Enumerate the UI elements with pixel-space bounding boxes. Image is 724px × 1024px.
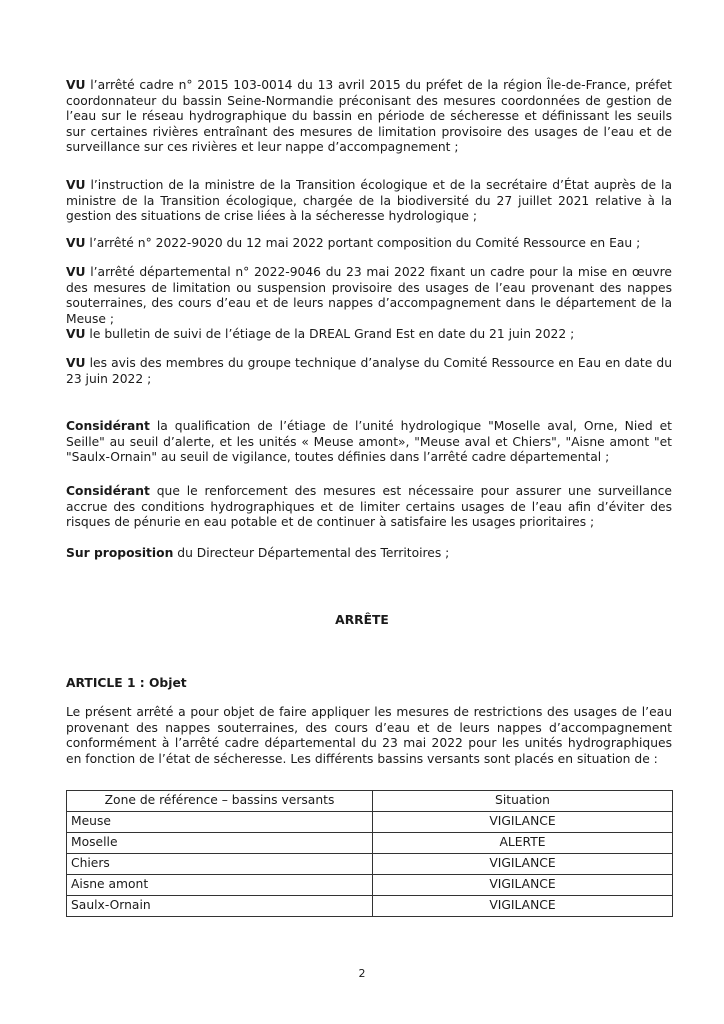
vu-paragraph-5: VU le bulletin de suivi de l’étiage de la DREAL Grand Est en date du 21 juin 2022 ;: [66, 327, 575, 341]
considerant-paragraph-2: Considérant que le renforcement des mesures est nécessaire pour assurer une surveillance accrue des conditions hydrographiques et de limiter certains usages de l’eau afin d’éviter des risques de pénurie en eau potable et de continuer à satisfaire les usages prioritaires ;: [66, 484, 672, 529]
situation-cell: VIGILANCE: [373, 854, 673, 875]
table-row: [67, 896, 673, 917]
vu-paragraph-3: VU l’arrêté n° 2022-9020 du 12 mai 2022 portant composition du Comité Ressource en Eau ;: [66, 236, 641, 250]
zone-cell: Aisne amont: [67, 875, 373, 896]
vu-paragraph-6: VU les avis des membres du groupe technique d’analyse du Comité Ressource en Eau en date du 23 juin 2022 ;: [66, 356, 672, 386]
table-row: [67, 812, 673, 833]
considerant-paragraph-1: Considérant la qualification de l’étiage de l’unité hydrologique "Moselle aval, Orne, Nied et Seille" au seuil d’alerte, et les unités « Meuse amont», "Meuse aval et Chiers", "Aisne amont "et "Saulx-Ornain" au seuil de vigilance, toutes définies dans l’arrêté cadre départemental ;: [66, 419, 672, 464]
decision-title: ARRÊTE: [335, 613, 389, 627]
table-header-row: [67, 791, 673, 812]
vu-paragraph-4: VU l’arrêté départemental n° 2022-9046 du 23 mai 2022 fixant un cadre pour la mise en œuvre des mesures de limitation ou suspension provisoire des usages de l’eau provenant des nappes souterraines, des cours d’eau et de leurs nappes d’accompagnement dans le département de la Meuse ;: [66, 265, 672, 326]
table-row: [67, 833, 673, 854]
zone-cell: Saulx-Ornain: [67, 896, 373, 917]
article-1-body: Le présent arrêté a pour objet de faire appliquer les mesures de restrictions des usages de l’eau provenant des nappes souterraines, des cours d’eau et de leurs nappes d’accompagnement conformément à l’arrêté cadre départemental du 23 mai 2022 pour les unités hydrographiques en fonction de l’état de sécheresse. Les différents bassins versants sont placés en situation de :: [66, 705, 672, 766]
situation-cell: VIGILANCE: [373, 812, 673, 833]
sur-proposition-paragraph: Sur proposition du Directeur Départemental des Territoires ;: [66, 546, 450, 560]
situation-cell: ALERTE: [373, 833, 673, 854]
zone-cell: Meuse: [67, 812, 373, 833]
zone-cell: Chiers: [67, 854, 373, 875]
table-row: [67, 875, 673, 896]
table-header-zone: Zone de référence – bassins versants: [67, 791, 373, 812]
zone-cell: Moselle: [67, 833, 373, 854]
situation-cell: VIGILANCE: [373, 896, 673, 917]
table-row: [67, 854, 673, 875]
situation-cell: VIGILANCE: [373, 875, 673, 896]
table-header-situation: Situation: [373, 791, 673, 812]
basins-situation-table: [66, 790, 673, 917]
page-number: 2: [358, 967, 366, 980]
vu-paragraph-1: VU l’arrêté cadre n° 2015 103-0014 du 13 avril 2015 du préfet de la région Île-de-France, préfet coordonnateur du bassin Seine-Normandie préconisant des mesures coordonnées de gestion de l’eau sur le réseau hydrographique du bassin en période de sécheresse et définissant les seuils sur certaines rivières entraînant des mesures de limitation provisoire des usages de l’eau et de surveillance sur ces rivières et leur nappe d’accompagnement ;: [66, 78, 672, 154]
vu-paragraph-2: VU l’instruction de la ministre de la Transition écologique et de la secrétaire d’État auprès de la ministre de la Transition écologique, chargée de la biodiversité du 27 juillet 2021 relative à la gestion des situations de crise liées à la sécheresse hydrologique ;: [66, 178, 672, 223]
article-1-title: ARTICLE 1 : Objet: [66, 676, 187, 690]
